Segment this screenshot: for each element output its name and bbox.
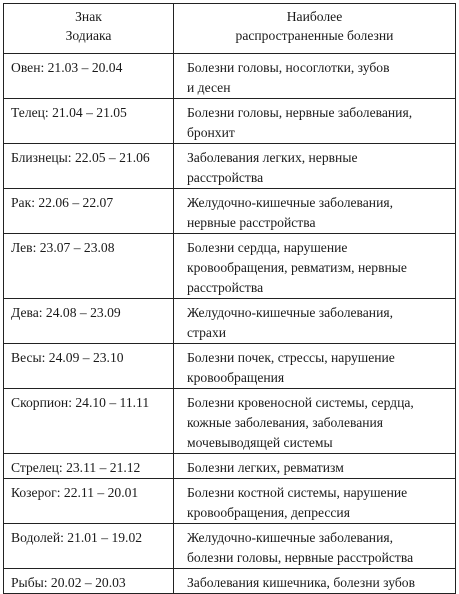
diseases-line: кровообращения, депрессия (187, 505, 350, 520)
diseases-cell (174, 479, 456, 524)
table-header-row (4, 4, 456, 54)
table-row (4, 479, 456, 524)
diseases-line: расстройства (187, 170, 264, 185)
diseases-cell (174, 234, 456, 299)
diseases-line: кровообращения (187, 370, 285, 385)
diseases-line: Болезни легких, ревматизм (187, 460, 344, 475)
table-row (4, 569, 456, 594)
zodiac-sign-cell: Стрелец: 23.11 – 21.12 (4, 454, 174, 479)
table-row (4, 454, 456, 479)
diseases-line: Желудочно-кишечные заболевания, (187, 305, 393, 320)
diseases-cell (174, 54, 456, 99)
diseases-line: Болезни сердца, нарушение (187, 240, 348, 255)
diseases-line: Болезни головы, нервные заболевания, (187, 105, 413, 120)
diseases-line: бронхит (187, 125, 235, 140)
diseases-cell (174, 454, 456, 479)
diseases-cell (174, 189, 456, 234)
header-common-diseases (174, 4, 456, 54)
zodiac-sign-cell: Рак: 22.06 – 22.07 (4, 189, 174, 234)
header-zodiac-line-2: Зодиака (65, 28, 112, 43)
diseases-cell (174, 389, 456, 454)
diseases-line: расстройства (187, 280, 264, 295)
diseases-line: Болезни головы, носоглотки, зубов (187, 60, 390, 75)
diseases-line: кровообращения, ревматизм, нервные (187, 260, 407, 275)
diseases-line: Болезни почек, стрессы, нарушение (187, 350, 395, 365)
header-zodiac-line-1: Знак (75, 9, 102, 24)
diseases-line: Желудочно-кишечные заболевания, (187, 530, 393, 545)
diseases-line: и десен (187, 80, 231, 95)
zodiac-sign-cell: Овен: 21.03 – 20.04 (4, 54, 174, 99)
diseases-cell (174, 144, 456, 189)
table-row (4, 189, 456, 234)
diseases-cell (174, 524, 456, 569)
zodiac-sign-cell: Козерог: 22.11 – 20.01 (4, 479, 174, 524)
table-row (4, 99, 456, 144)
zodiac-sign-cell: Дева: 24.08 – 23.09 (4, 299, 174, 344)
header-zodiac-sign (4, 4, 174, 54)
header-diseases-line-2: распространенные болезни (235, 28, 394, 43)
diseases-cell (174, 299, 456, 344)
zodiac-sign-cell: Лев: 23.07 – 23.08 (4, 234, 174, 299)
table-row (4, 144, 456, 189)
zodiac-sign-cell: Близнецы: 22.05 – 21.06 (4, 144, 174, 189)
zodiac-diseases-document (3, 3, 455, 590)
table-row (4, 344, 456, 389)
zodiac-sign-cell: Рыбы: 20.02 – 20.03 (4, 569, 174, 594)
diseases-cell (174, 99, 456, 144)
diseases-cell (174, 344, 456, 389)
table-row (4, 234, 456, 299)
table-row (4, 299, 456, 344)
zodiac-sign-cell: Водолей: 21.01 – 19.02 (4, 524, 174, 569)
zodiac-diseases-table (3, 3, 456, 594)
table-row (4, 389, 456, 454)
diseases-cell (174, 569, 456, 594)
table-row (4, 524, 456, 569)
diseases-line: кожные заболевания, заболевания (187, 415, 384, 430)
table-row (4, 54, 456, 99)
header-diseases-line-1: Наиболее (286, 9, 343, 24)
zodiac-sign-cell: Телец: 21.04 – 21.05 (4, 99, 174, 144)
zodiac-sign-cell: Скорпион: 24.10 – 11.11 (4, 389, 174, 454)
diseases-line: Болезни костной системы, нарушение (187, 485, 408, 500)
table-body (4, 54, 456, 594)
diseases-line: болезни головы, нервные расстройства (187, 550, 414, 565)
diseases-line: Заболевания кишечника, болезни зубов (187, 575, 415, 590)
diseases-line: мочевыводящей системы (187, 435, 333, 450)
zodiac-sign-cell: Весы: 24.09 – 23.10 (4, 344, 174, 389)
diseases-line: Болезни кровеносной системы, сердца, (187, 395, 414, 410)
diseases-line: страхи (187, 325, 227, 340)
diseases-line: нервные расстройства (187, 215, 316, 230)
diseases-line: Заболевания легких, нервные (187, 150, 358, 165)
diseases-line: Желудочно-кишечные заболевания, (187, 195, 393, 210)
